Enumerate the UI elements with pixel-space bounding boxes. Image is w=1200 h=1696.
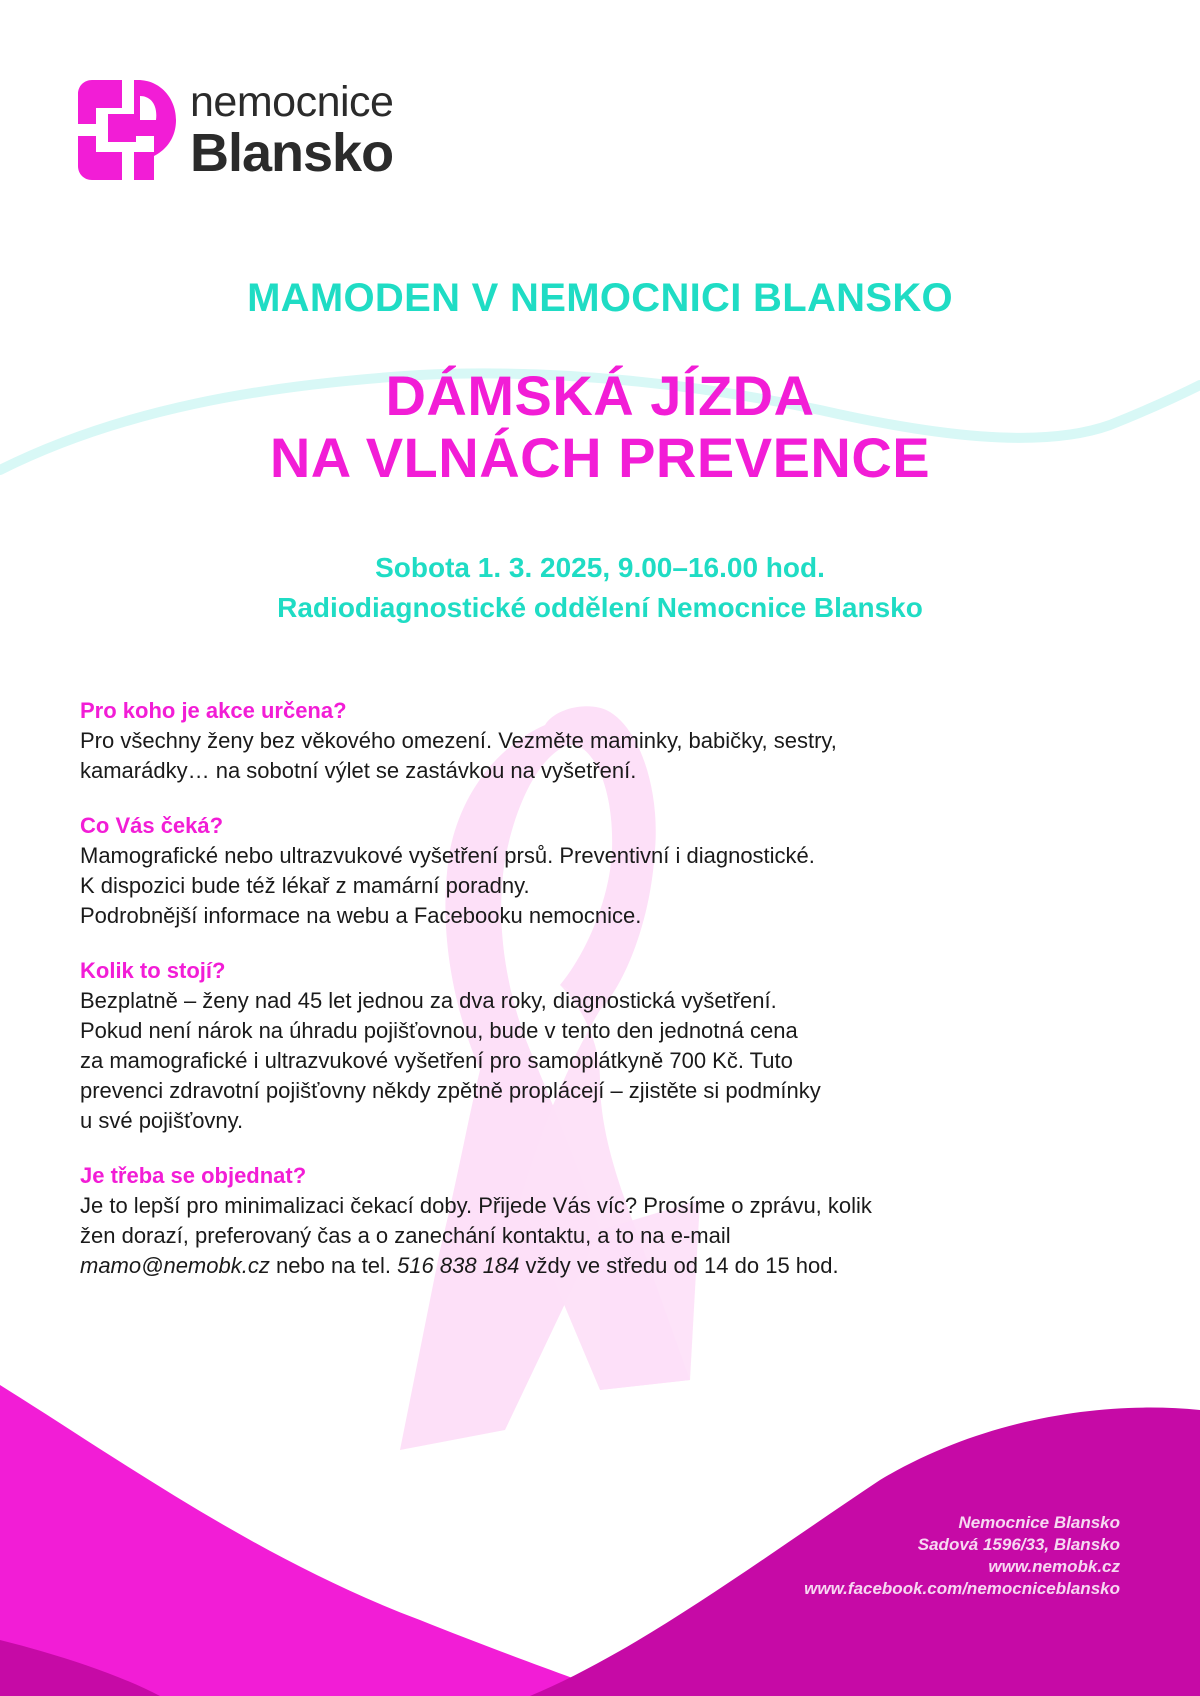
section-cost — [80, 956, 1120, 1136]
event-headline — [0, 365, 1200, 489]
section-heading: Je třeba se objednat? — [80, 1163, 307, 1188]
section-text: Podrobnější informace na webu a Facebooku nemocnice. — [80, 903, 642, 928]
section-text: Je to lepší pro minimalizaci čekací doby. Přijede Vás víc? Prosíme o zprávu, kolik — [80, 1193, 872, 1218]
hospital-logo — [78, 77, 394, 183]
contact-line — [80, 1251, 1120, 1281]
footer-website-link[interactable]: www.nemobk.cz — [988, 1557, 1120, 1576]
headline-line-2: NA VLNÁCH PREVENCE — [269, 426, 931, 489]
section-text: prevenci zdravotní pojišťovny někdy zpětně proplácejí – zjistěte si podmínky — [80, 1078, 821, 1103]
event-title: MAMODEN V NEMOCNICI BLANSKO — [247, 276, 953, 320]
section-text: Bezplatně – ženy nad 45 let jednou za dva roky, diagnostická vyšetření. — [80, 988, 777, 1013]
heart-cross-icon — [78, 80, 176, 180]
contact-text: nebo na tel. — [269, 1253, 398, 1278]
section-text: za mamografické i ultrazvukové vyšetření pro samoplátkyně 700 Kč. Tuto — [80, 1048, 793, 1073]
section-text: u své pojišťovny. — [80, 1108, 244, 1133]
section-text: Pro všechny ženy bez věkového omezení. Vezměte maminky, babičky, sestry, — [80, 728, 837, 753]
section-booking — [80, 1161, 1120, 1281]
logo-text-blansko: Blansko — [190, 122, 394, 183]
logo-text-nemocnice: nemocnice — [190, 77, 394, 126]
section-text: kamarádky… na sobotní výlet se zastávkou na vyšetření. — [80, 758, 637, 783]
section-text: K dispozici bude též lékař z mamární poradny. — [80, 873, 530, 898]
event-details — [0, 548, 1200, 628]
section-heading: Kolik to stojí? — [80, 958, 226, 983]
footer-address: Sadová 1596/33, Blansko — [917, 1535, 1120, 1554]
section-heading: Co Vás čeká? — [80, 813, 224, 838]
contact-text: vždy ve středu od 14 do 15 hod. — [519, 1253, 839, 1278]
section-audience — [80, 696, 1120, 786]
footer-hospital-name: Nemocnice Blansko — [958, 1513, 1120, 1532]
info-sections — [80, 696, 1120, 1306]
contact-email-link[interactable]: mamo@nemobk.cz — [80, 1253, 270, 1278]
event-location: Radiodiagnostické oddělení Nemocnice Blansko — [277, 592, 923, 623]
event-date: Sobota 1. 3. 2025, 9.00–16.00 hod. — [375, 552, 825, 583]
footer-wave-bright — [0, 1385, 620, 1696]
section-text: Mamografické nebo ultrazvukové vyšetření prsů. Preventivní i diagnostické. — [80, 843, 815, 868]
section-text: žen dorazí, preferovaný čas a o zanechání kontaktu, a to na e-mail — [80, 1223, 731, 1248]
section-what-to-expect — [80, 811, 1120, 931]
headline-line-1: DÁMSKÁ JÍZDA — [385, 364, 815, 427]
footer-contact — [804, 1512, 1120, 1600]
contact-phone[interactable]: 516 838 184 — [397, 1253, 520, 1278]
section-text: Pokud není nárok na úhradu pojišťovnou, bude v tento den jednotná cena — [80, 1018, 798, 1043]
footer-facebook-link[interactable]: www.facebook.com/nemocniceblansko — [804, 1579, 1120, 1598]
section-heading: Pro koho je akce určena? — [80, 698, 347, 723]
